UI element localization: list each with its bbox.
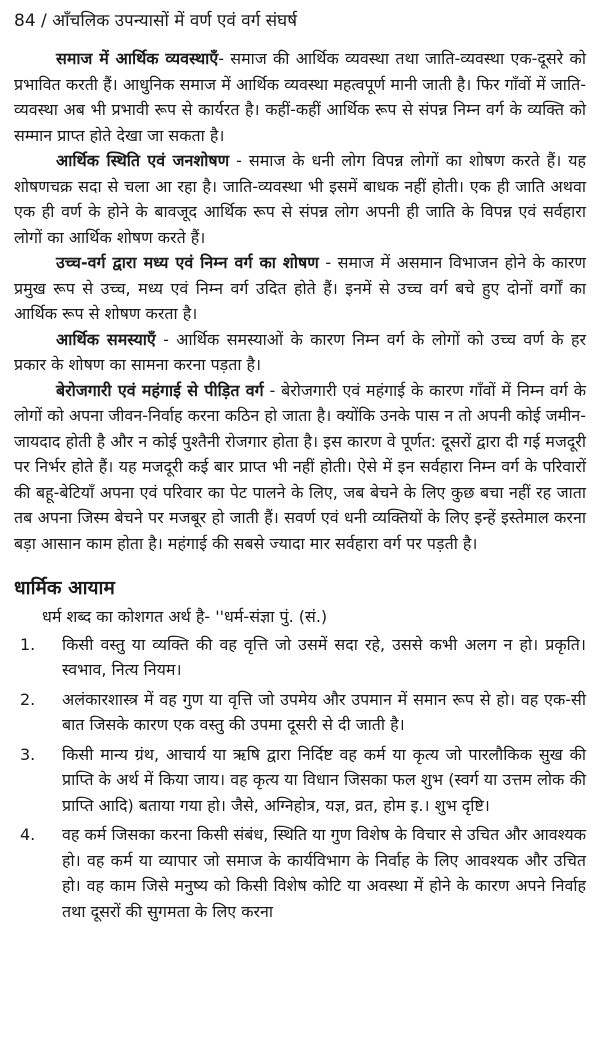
running-head: 84 / आँचलिक उपन्यासों में वर्ण एवं वर्ग संघर्ष — [14, 11, 298, 31]
list-item-number: 1. — [20, 634, 36, 654]
list-item-text: वह कर्म जिसका करना किसी संबंध, स्थिति या गुण विशेष के विचार से उचित और आवश्यक हो। वह कर्म या व्यापार जो समाज के कार्यविभाग के निर्वाह के लिए आवश्यक और उचित हो। वह काम जिसे मनुष्य को किसी विशेष कोटि या अवस्था में होने के कारण अपने निर्वाह तथा दूसरों की सुगमता के लिए करना — [62, 825, 586, 921]
paragraph-text: - बेरोजगारी एवं महंगाई के कारण गाँवों में निम्न वर्ग के लोगों को अपना जीवन-निर्वाह करना कठिन हो जाता है। क्योंकि उनके पास न तो अपनी कोई जमीन-जायदाद होती है और न कोई पुश्तैनी रोजगार होता है। इस कारण वे पूर्णत: दूसरों द्वारा दी गई मजदूरी पर निर्भर होते हैं। यह मजदूरी कई बार प्राप्त भी नहीं होती। ऐसे में इन सर्वहारा निम्न वर्ग के परिवारों की बहू-बेटियाँ अपना एवं परिवार का पेट पालने के लिए, जब बेचने के लिए कुछ बचा नहीं रह जाता तब अपना जिस्म बेचने पर मजबूर हो जाती हैं। सवर्ण एवं धनी व्यक्तियों के लिए इन्हें इस्तेमाल करना बड़ा आसान काम होता है। महंगाई की सबसे ज्यादा मार सर्वहारा वर्ग पर पड़ती है। — [14, 380, 586, 553]
list-item-number: 4. — [20, 825, 36, 844]
list-item — [14, 632, 586, 683]
list-item-text: किसी मान्य ग्रंथ, आचार्य या ऋषि द्वारा निर्दिष्ट वह कर्म या कृत्य जो पारलौकिक सुख की प्राप्ति के अर्थ में किया जाय। वह कृत्य या विधान जिसका फल शुभ (स्वर्ग या उत्तम लोक की प्राप्ति आदि) बताया गया हो। जैसे, अग्निहोत्र, यज्ञ, व्रत, होम इ.। शुभ दृष्टि। — [62, 744, 586, 815]
list-item-number: 3. — [20, 744, 36, 764]
paragraph-text: - समाज की आर्थिक व्यवस्था तथा जाति-व्यवस्था एक-दूसरे को प्रभावित करती हैं। आधुनिक समाज में आर्थिक व्यवस्था महत्वपूर्ण मानी जाती है। फिर गाँवों में जाति-व्यवस्था अब भी प्रभावी रूप से कार्यरत है। कहीं-कहीं आर्थिक रूप से संपन्न निम्न वर्ग के व्यक्ति को सम्मान प्राप्त होते देखा जा सकता है। — [14, 49, 586, 145]
paragraph-text: - आर्थिक समस्याओं के कारण निम्न वर्ग के लोगों को उच्च वर्ण के हर प्रकार के शोषण का सामना करना पड़ता है। — [14, 329, 586, 374]
paragraph-economic-systems — [14, 46, 586, 148]
paragraph-lead: उच्च-वर्ग द्वारा मध्य एवं निम्न वर्ग का शोषण — [56, 253, 319, 272]
list-item-number: 2. — [20, 689, 36, 709]
paragraph-text: - समाज में असमान विभाजन होने के कारण प्रमुख रूप से उच्च, मध्य एवं निम्न वर्ग उदित होते हैं। इनमें से उच्च वर्ग बचे हुए दोनों वर्गों का आर्थिक रूप से शोषण करता है। — [14, 253, 586, 323]
list-item — [14, 742, 586, 819]
paragraph-lead: आर्थिक स्थिति एवं जनशोषण — [56, 151, 230, 170]
paragraph-text: - समाज के धनी लोग विपन्न लोगों का शोषण करते हैं। यह शोषणचक्र सदा से चला आ रहा है। जाति-व्यवस्था भी इसमें बाधक नहीं होती। एक ही जाति अथवा एक ही वर्ण के होने के बावजूद आर्थिक रूप से संपन्न लोग अपनी ही जाति के विपन्न एवं सर्वहारा लोगों का आर्थिक शोषण करते हैं। — [14, 151, 587, 247]
list-item-text: किसी वस्तु या व्यक्ति की वह वृत्ति जो उसमें सदा रहे, उससे कभी अलग न हो। प्रकृति। स्वभाव, नित्य नियम। — [62, 634, 586, 679]
section-heading: धार्मिक आयाम — [14, 577, 115, 599]
paragraph-economic-problems — [14, 327, 586, 378]
paragraph-lead: आर्थिक समस्याएँ — [56, 329, 156, 349]
paragraph-lead: समाज में आर्थिक व्यवस्थाएँ — [56, 49, 219, 68]
paragraph-upper-class-exploitation — [14, 250, 586, 327]
paragraph-economic-exploitation — [14, 148, 586, 250]
section-intro: धर्म शब्द का कोशगत अर्थ है- ''धर्म-संज्ञा पुं. (सं.) — [42, 607, 328, 626]
list-item-text: अलंकारशास्त्र में वह गुण या वृत्ति जो उपमेय और उपमान में समान रूप से हो। वह एक-सी बात जिसके कारण एक वस्तु की उपमा दूसरी से दी जाती है। — [62, 689, 586, 734]
list-item — [14, 822, 586, 924]
definition-list — [14, 632, 586, 925]
paragraph-unemployment-inflation — [14, 378, 586, 557]
paragraph-lead: बेरोजगारी एवं महंगाई से पीड़ित वर्ग — [56, 380, 264, 400]
list-item — [14, 687, 586, 738]
